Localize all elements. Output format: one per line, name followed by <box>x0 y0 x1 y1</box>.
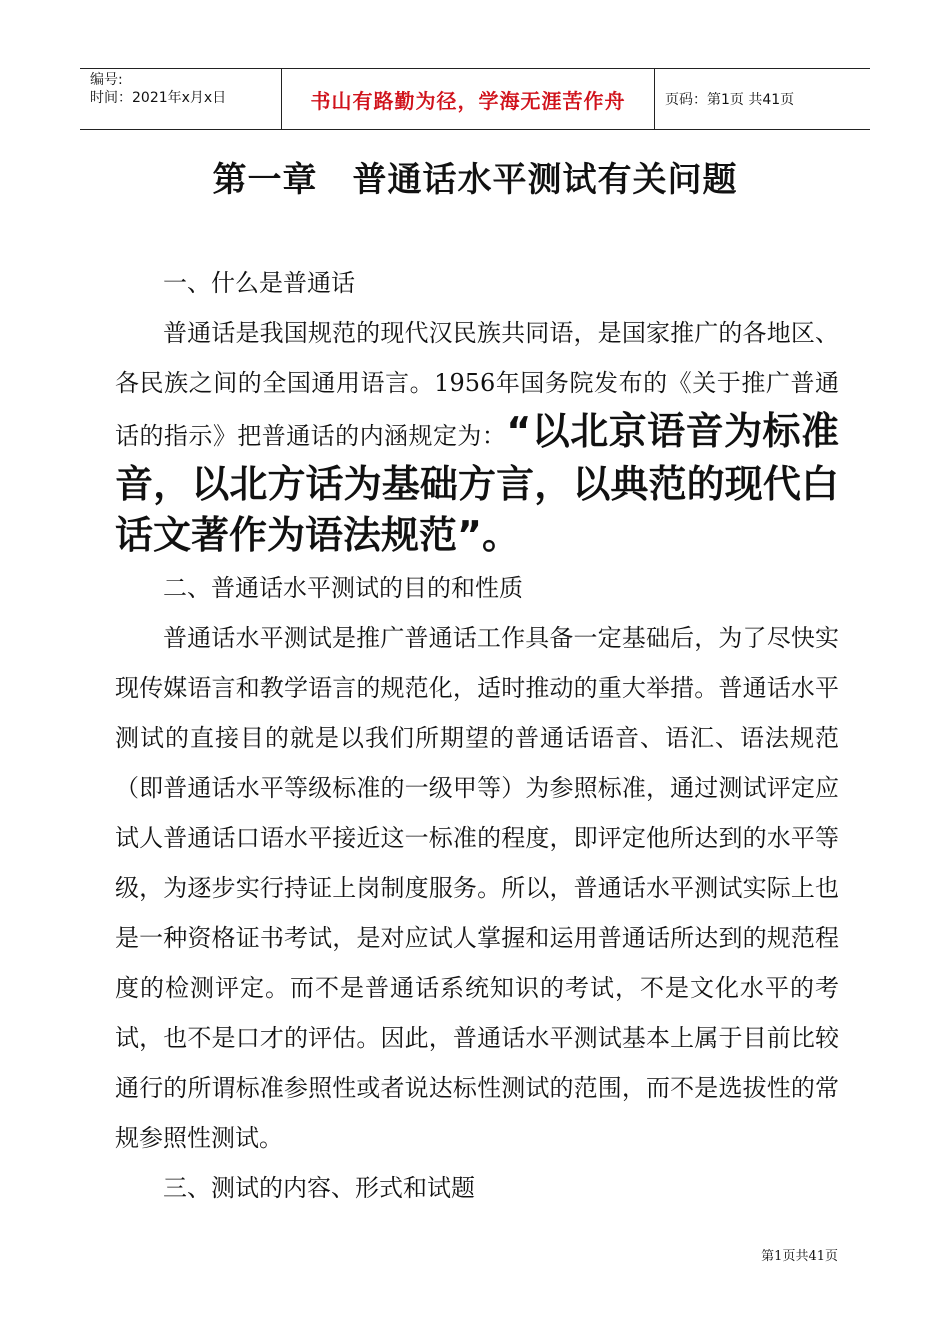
page-footer: 第1页共41页 <box>761 1249 838 1264</box>
page-header <box>80 68 870 130</box>
paragraph-putonghua-definition <box>115 308 839 563</box>
header-meta <box>80 69 282 129</box>
header-motto-cell <box>282 69 655 129</box>
section-heading-1: 一、什么是普通话 <box>163 269 355 297</box>
header-page-info: 页码：第1页 共41页 <box>665 92 795 108</box>
paragraph-lead-text: 普通话是我国规范的现代汉民族共同语，是国家推广的各地区、各民族之间的全国通用语言。1956年国务院发布的《关于推广普通话的指示》把普通话的内涵规定为： <box>115 319 839 450</box>
putonghua-definition-quote: “以北京语音为标准音，以北方话为基础方言，以典范的现代白话文著作为语法规范”。 <box>115 409 839 557</box>
document-body <box>115 258 839 1213</box>
section-heading-3: 三、测试的内容、形式和试题 <box>163 1174 475 1202</box>
number-label: 编号: <box>90 72 123 88</box>
time-label: 时间：2021年x月x日 <box>90 90 227 106</box>
header-motto: 书山有路勤为径，学海无涯苦作舟 <box>310 88 626 113</box>
chapter-title: 第一章 普通话水平测试有关问题 <box>212 160 738 200</box>
paragraph-test-purpose: 普通话水平测试是推广普通话工作具备一定基础后，为了尽快实现传媒语言和教学语言的规范化，适时推动的重大举措。普通话水平测试的直接目的就是以我们所期望的普通话语音、语汇、语法规范（即普通话水平等级标准的一级甲等）为参照标准，通过测试评定应试人普通话口语水平接近这一标准的程度，即评定他所达到的水平等级，为逐步实行持证上岗制度服务。所以，普通话水平测试实际上也是一种资格证书考试，是对应试人掌握和运用普通话所达到的规范程度的检测评定。而不是普通话系统知识的考试，不是文化水平的考试，也不是口才的评估。因此，普通话水平测试基本上属于目前比较通行的所谓标准参照性或者说达标性测试的范围，而不是选拔性的常规参照性测试。 <box>115 624 839 1152</box>
section-heading-2: 二、普通话水平测试的目的和性质 <box>163 574 523 602</box>
header-page-cell <box>655 69 870 129</box>
